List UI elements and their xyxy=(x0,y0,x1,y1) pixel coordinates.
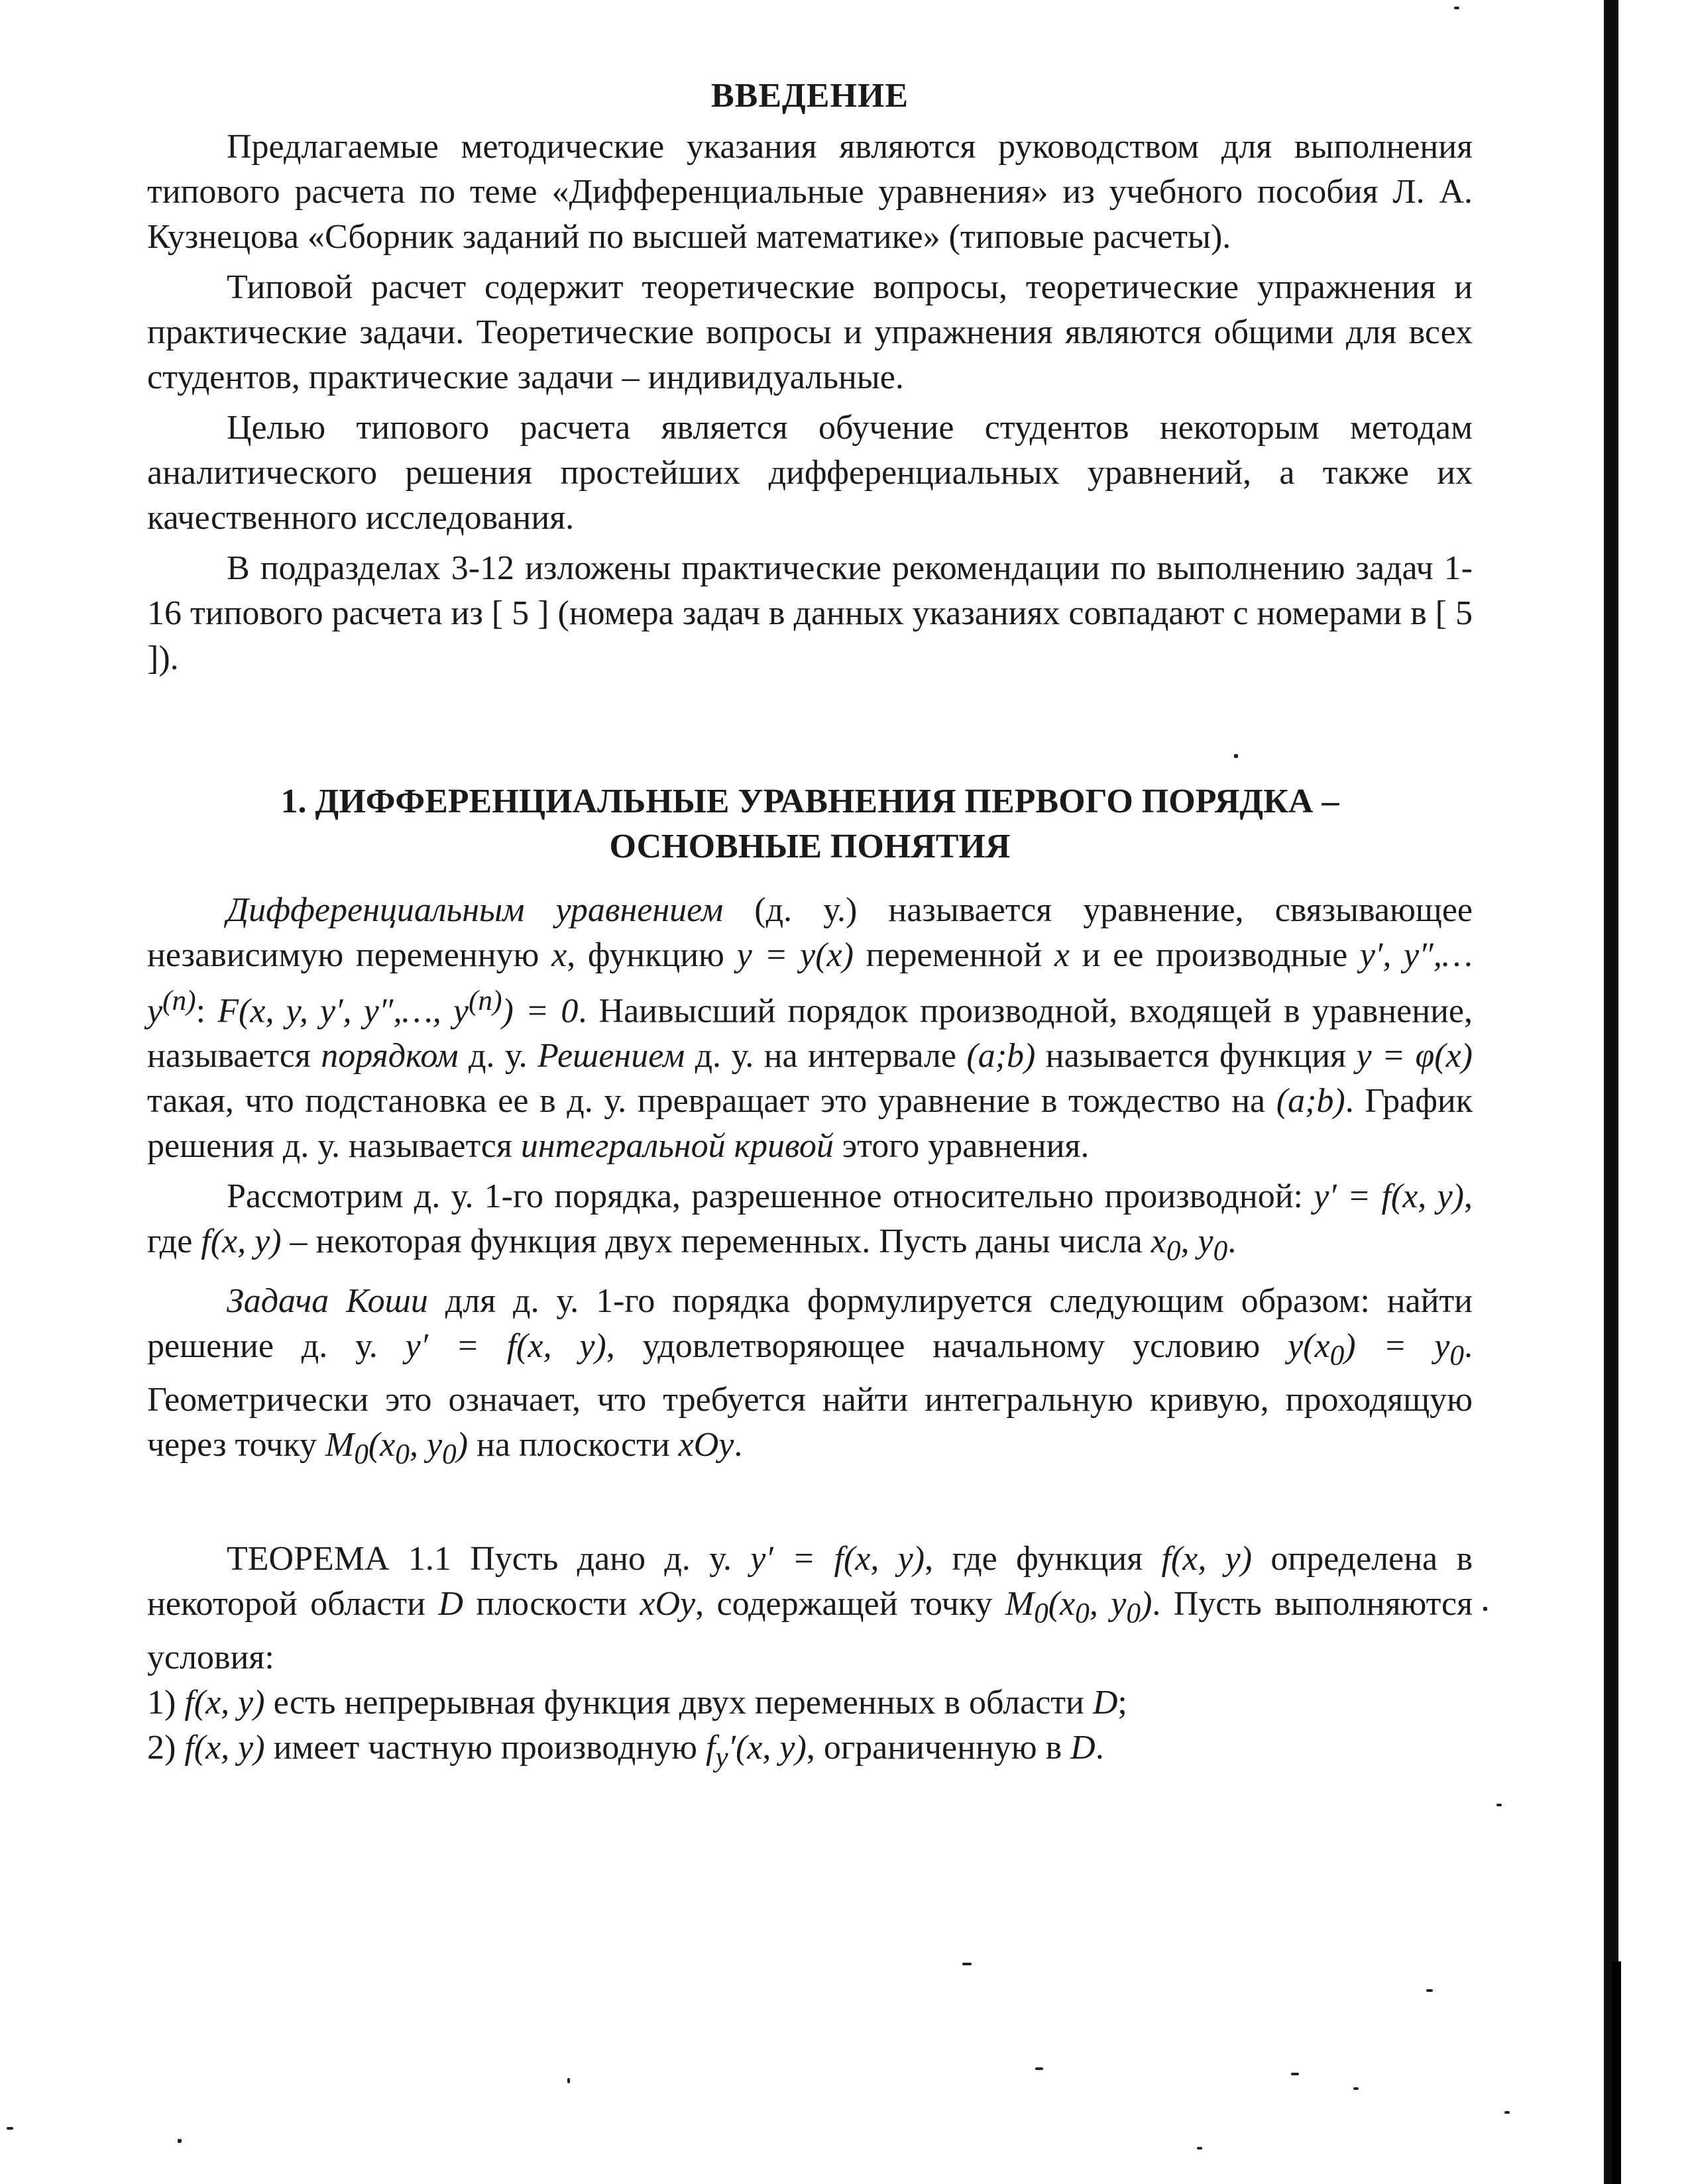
text: такая, что подстановка ее в д. у. превращает это уравнение в тождество на xyxy=(147,1082,1276,1120)
math: (x xyxy=(1048,1584,1076,1623)
scan-speck xyxy=(962,1963,972,1965)
text: . xyxy=(1095,1728,1104,1767)
scan-speck xyxy=(1454,7,1459,9)
text: этого уравнения. xyxy=(833,1127,1090,1166)
math: , y xyxy=(409,1426,443,1464)
text: – некоторая функция двух переменных. Пусть даны числа xyxy=(281,1223,1151,1261)
math: ′(x, y) xyxy=(728,1728,807,1767)
math: D xyxy=(438,1584,463,1623)
math: y = φ(x) xyxy=(1356,1037,1473,1075)
text: : xyxy=(196,992,218,1030)
math: ) xyxy=(456,1426,469,1464)
text: для д. у. 1-го порядка формулируется следующим образом: найти решение д. у. xyxy=(147,1282,1473,1365)
text: , где функция xyxy=(925,1539,1162,1578)
text: , содержащей точку xyxy=(695,1584,1005,1623)
math: (x xyxy=(368,1426,396,1464)
math: f(x, y) xyxy=(1161,1539,1253,1578)
intro-title: ВВЕДЕНИЕ xyxy=(710,77,909,115)
math: f(x, y) xyxy=(184,1683,265,1721)
cauchy-paragraph xyxy=(147,1279,1473,1477)
text: . Наивысший порядок производной, входящей в уравнение, называется xyxy=(147,992,1473,1075)
page-content xyxy=(147,73,1473,1779)
text: , функцию xyxy=(567,936,737,974)
theorem-paragraph xyxy=(147,1537,1473,1680)
math: F(x, y, y′, y″,…, y xyxy=(217,992,469,1030)
text: ; xyxy=(1117,1683,1127,1721)
definition-paragraph xyxy=(147,888,1473,1169)
math: xOy xyxy=(678,1426,734,1464)
text: на плоскости xyxy=(468,1426,679,1464)
math-sub: 0 xyxy=(442,1438,457,1470)
first-order-paragraph xyxy=(147,1174,1473,1273)
text: (д. у.) называется уравнение, связывающее независимую переменную xyxy=(147,891,1473,974)
section-1-title-line-1: 1. ДИФФЕРЕНЦИАЛЬНЫЕ УРАВНЕНИЯ ПЕРВОГО ПОРЯДКА – xyxy=(280,783,1339,820)
text: . График решения д. у. называется xyxy=(147,1082,1473,1166)
text: плоскости xyxy=(463,1584,640,1623)
scan-speck xyxy=(1234,754,1238,758)
list-number: 1) xyxy=(147,1683,185,1721)
math: x xyxy=(1054,936,1070,974)
intro-paragraph-3: Целью типового расчета является обучение студентов некоторым методам аналитического решения простейших дифференциальных уравнений, а также их качественного исследования. xyxy=(147,409,1473,537)
math-sub: 0 xyxy=(1213,1234,1228,1267)
text: , ограниченную в xyxy=(806,1728,1071,1767)
term-cauchy-problem: Задача Коши xyxy=(227,1282,428,1320)
math: y′ = f(x, y) xyxy=(1314,1177,1464,1216)
scan-speck xyxy=(1504,2111,1510,2114)
text: . Геометрически это означает, что требуется найти интегральную кривую, проходящую через точку xyxy=(147,1327,1473,1464)
scan-speck xyxy=(1496,1804,1502,1806)
text: переменной xyxy=(853,936,1054,974)
scan-speck xyxy=(1197,2147,1202,2150)
math-sup: (n) xyxy=(162,985,196,1016)
text: Рассмотрим д. у. 1-го порядка, разрешенное относительно производной: xyxy=(227,1177,1314,1216)
math: x xyxy=(1151,1223,1166,1261)
math: xOy xyxy=(640,1584,696,1623)
math: , y xyxy=(1089,1584,1127,1623)
math: ) = 0 xyxy=(502,992,579,1030)
math-sub: y xyxy=(715,1741,728,1773)
math: (a;b) xyxy=(966,1037,1036,1075)
text: . xyxy=(734,1426,743,1464)
math: y(x xyxy=(1288,1327,1330,1365)
scan-speck xyxy=(7,2127,13,2130)
scan-edge-bar xyxy=(1604,0,1618,2184)
text: д. у. на интервале xyxy=(685,1037,967,1075)
text: есть непрерывная функция двух переменных в области xyxy=(264,1683,1093,1721)
scan-speck xyxy=(567,2078,570,2083)
math: M xyxy=(1005,1584,1035,1623)
term-differential-equation: Дифференциальным уравнением xyxy=(227,891,724,929)
math: , y xyxy=(1180,1223,1213,1261)
condition-2 xyxy=(147,1725,1473,1779)
math: f(x, y) xyxy=(184,1728,265,1767)
scan-speck xyxy=(1483,1607,1487,1611)
scan-speck xyxy=(1353,2087,1359,2090)
math-sub: 0 xyxy=(1329,1339,1345,1372)
math-sub: 0 xyxy=(1449,1339,1464,1372)
math: D xyxy=(1092,1683,1118,1721)
math-sub: 0 xyxy=(1126,1596,1141,1629)
text: называется функция xyxy=(1035,1037,1357,1075)
math-sub: 0 xyxy=(1034,1596,1048,1629)
math-sub: 0 xyxy=(1166,1234,1181,1267)
math-sub: 0 xyxy=(354,1438,368,1470)
math: y′, y″,… y xyxy=(147,936,1473,1030)
scan-speck xyxy=(1426,1989,1433,1992)
condition-1 xyxy=(147,1680,1473,1725)
section-1-title-line-2: ОСНОВНЫЕ ПОНЯТИЯ xyxy=(609,828,1011,865)
math: f(x, y) xyxy=(201,1223,282,1261)
math: y′ = f(x, y) xyxy=(750,1539,925,1578)
text: . Пусть выполняются условия: xyxy=(147,1584,1473,1676)
math: y = y(x) xyxy=(736,936,854,974)
text: ТЕОРЕМА 1.1 Пусть дано д. у. xyxy=(227,1539,751,1578)
text: имеет частную производную xyxy=(264,1728,706,1767)
text: д. у. xyxy=(458,1037,538,1075)
term-integral-curve: интегральной кривой xyxy=(520,1127,834,1166)
section-1-title xyxy=(147,779,1473,869)
intro-paragraph-1: Предлагаемые методические указания являются руководством для выполнения типового расчета по теме «Дифференциальные уравнения» из учебного пособия Л. А. Кузнецова «Сборник заданий по высшей математике» (типовые расчеты). xyxy=(147,128,1473,256)
text: , удовлетворяющее начальному условию xyxy=(606,1327,1288,1365)
intro-paragraph-4: В подразделах 3-12 изложены практические рекомендации по выполнению задач 1-16 типового расчета из [ 5 ] (номера задач в данных указаниях совпадают с номерами в [ 5 ]). xyxy=(147,549,1473,677)
math-sub: 0 xyxy=(1075,1596,1090,1629)
text: определена в некоторой области xyxy=(147,1539,1473,1623)
text: . xyxy=(1227,1223,1237,1261)
text: , где xyxy=(147,1177,1473,1261)
term-order: порядком xyxy=(321,1037,459,1075)
math: (a;b) xyxy=(1276,1082,1345,1120)
math: x xyxy=(551,936,567,974)
math-sub: 0 xyxy=(395,1438,410,1470)
math: D xyxy=(1070,1728,1096,1767)
math-sup: (n) xyxy=(468,985,502,1016)
scan-edge-shadow xyxy=(1612,1961,1621,2184)
math: y′ = f(x, y) xyxy=(405,1327,606,1365)
math: ) = y xyxy=(1344,1327,1450,1365)
scan-speck xyxy=(178,2139,182,2143)
term-solution: Решением xyxy=(537,1037,685,1075)
math: ) xyxy=(1140,1584,1153,1623)
scan-speck xyxy=(1291,2073,1299,2075)
intro-paragraph-2: Типовой расчет содержит теоретические вопросы, теоретические упражнения и практические задачи. Теоретические вопросы и упражнения являются общими для всех студентов, практические задачи – индивидуальные. xyxy=(147,268,1473,396)
scan-speck xyxy=(1035,2067,1043,2070)
math: M xyxy=(325,1426,355,1464)
math: f xyxy=(705,1728,716,1767)
text: и ее производные xyxy=(1069,936,1360,974)
list-number: 2) xyxy=(147,1728,185,1767)
